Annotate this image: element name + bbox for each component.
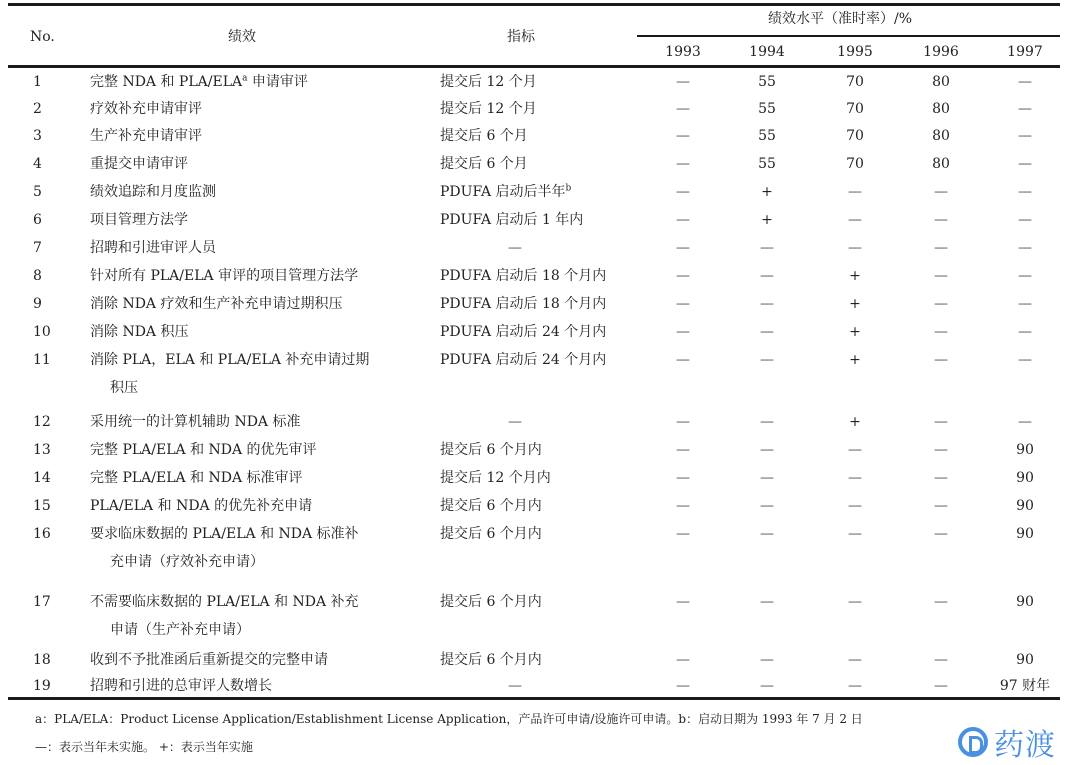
value-1995: + (849, 414, 861, 430)
value-1996: — (934, 352, 948, 368)
value-1996: — (934, 442, 948, 458)
indicator (440, 441, 542, 459)
row-number: 5 (33, 184, 42, 200)
performance-text: 完整 PLA/ELA 和 NDA 的优先审评 (90, 442, 317, 458)
value-1997: — (1018, 156, 1032, 172)
indicator (440, 183, 571, 201)
performance-item (90, 651, 328, 669)
value-1994: — (760, 240, 774, 256)
row-number: 6 (33, 212, 42, 228)
performance-item (90, 100, 202, 118)
value-1996: — (934, 594, 948, 610)
value-1994: — (760, 498, 774, 514)
value-1994: — (760, 324, 774, 340)
value-1994: — (760, 296, 774, 312)
performance-item (90, 323, 189, 341)
performance-item (90, 346, 369, 402)
value-1996: — (934, 678, 948, 694)
value-1996: — (934, 470, 948, 486)
indicator (440, 127, 528, 145)
value-1995: — (848, 212, 862, 228)
row-number: 10 (33, 324, 51, 340)
value-1997: 90 (1016, 470, 1034, 486)
value-1995: — (848, 442, 862, 458)
value-1996: 80 (932, 128, 950, 144)
row-number: 12 (33, 414, 51, 430)
indicator (440, 525, 542, 543)
performance-text-line2: 积压 (110, 380, 138, 396)
yaodu-logo (958, 722, 1076, 762)
indicator-text: PDUFA 启动后 18 个月内 (440, 296, 607, 312)
indicator-text: 提交后 6 个月 (440, 128, 528, 144)
value-1997: — (1018, 414, 1032, 430)
value-1997: 97 财年 (999, 678, 1051, 694)
table-top-rule (8, 3, 1060, 6)
header-no: No. (30, 29, 55, 45)
footnote-a-b: a：PLA/ELA：Product License Application/Establishment License Application，产品许可申请/设施许可申请。b：启动日期为 1993 年 7 月 2 日 (35, 712, 863, 726)
performance-text-line2: 充申请（疗效补充申请） (110, 554, 264, 570)
value-1994: — (760, 526, 774, 542)
value-1995: + (849, 296, 861, 312)
row-number: 7 (33, 240, 42, 256)
row-number: 8 (33, 268, 42, 284)
indicator (440, 323, 606, 341)
performance-text: 不需要临床数据的 PLA/ELA 和 NDA 补充 (90, 594, 359, 610)
footnote-marker: a (242, 73, 248, 84)
indicator-text: 提交后 6 个月内 (440, 526, 542, 542)
value-1995: + (849, 324, 861, 340)
performance-text: 完整 NDA 和 PLA/ELA (90, 74, 243, 90)
indicator-text: 提交后 12 个月 (440, 74, 537, 90)
value-1996: — (934, 652, 948, 668)
value-1995: + (849, 268, 861, 284)
value-1994: 55 (758, 156, 776, 172)
value-1993: — (676, 240, 690, 256)
performance-text: 要求临床数据的 PLA/ELA 和 NDA 标准补 (90, 526, 359, 542)
table-bottom-rule (8, 697, 1060, 700)
indicator-text: 提交后 12 个月 (440, 101, 537, 117)
value-1997: — (1018, 101, 1032, 117)
indicator (508, 677, 522, 695)
performance-item (90, 295, 343, 313)
header-year-1995: 1995 (837, 44, 873, 60)
value-1993: — (676, 212, 690, 228)
value-1994: — (760, 678, 774, 694)
indicator (440, 155, 528, 173)
row-number: 3 (33, 128, 42, 144)
header-indicator: 指标 (507, 29, 535, 45)
performance-item (90, 588, 359, 644)
row-number: 2 (33, 101, 42, 117)
row-number: 19 (33, 678, 51, 694)
value-1995: 70 (846, 128, 864, 144)
value-1994: + (761, 212, 773, 228)
value-1996: — (934, 526, 948, 542)
value-1997: 90 (1016, 594, 1034, 610)
value-1995: — (848, 184, 862, 200)
indicator-text: 提交后 6 个月内 (440, 498, 542, 514)
value-1993: — (676, 470, 690, 486)
value-1996: — (934, 498, 948, 514)
row-number: 13 (33, 442, 51, 458)
value-1993: — (676, 498, 690, 514)
indicator-text: 提交后 6 个月 (440, 156, 528, 172)
performance-text: 消除 NDA 疗效和生产补充申请过期积压 (90, 296, 343, 312)
header-year-1997: 1997 (1007, 44, 1043, 60)
year-group-rule (637, 35, 1060, 37)
header-level-group: 绩效水平（准时率）/% (768, 11, 913, 27)
value-1996: — (934, 268, 948, 284)
indicator-text: 提交后 6 个月内 (440, 652, 542, 668)
performance-text: 重提交申请审评 (90, 156, 188, 172)
performance-text: 消除 PLA，ELA 和 PLA/ELA 补充申请过期 (90, 352, 370, 368)
value-1993: — (676, 184, 690, 200)
row-number: 16 (33, 526, 51, 542)
value-1997: — (1018, 296, 1032, 312)
indicator (440, 211, 583, 229)
value-1995: 70 (846, 156, 864, 172)
indicator-text: 提交后 6 个月内 (440, 442, 542, 458)
row-number: 17 (33, 594, 51, 610)
value-1993: — (676, 352, 690, 368)
value-1993: — (676, 74, 690, 90)
header-performance: 绩效 (228, 29, 256, 45)
performance-text: 针对所有 PLA/ELA 审评的项目管理方法学 (90, 268, 359, 284)
value-1997: — (1018, 268, 1032, 284)
performance-item (90, 183, 216, 201)
performance-text: 采用统一的计算机辅助 NDA 标准 (90, 414, 301, 430)
value-1995: — (848, 652, 862, 668)
performance-item (90, 239, 216, 257)
footnote-marker: b (565, 183, 572, 194)
value-1997: — (1018, 74, 1032, 90)
indicator (440, 295, 606, 313)
value-1994: — (760, 268, 774, 284)
value-1997: — (1018, 352, 1032, 368)
value-1994: — (760, 442, 774, 458)
value-1997: — (1018, 128, 1032, 144)
value-1997: — (1018, 240, 1032, 256)
performance-item (90, 413, 301, 431)
indicator-text: 提交后 6 个月内 (440, 594, 542, 610)
indicator (508, 413, 522, 431)
row-number: 9 (33, 296, 42, 312)
value-1994: 55 (758, 101, 776, 117)
indicator (440, 267, 606, 285)
indicator-text: 提交后 12 个月内 (440, 470, 551, 486)
value-1996: — (934, 324, 948, 340)
performance-text: PLA/ELA 和 NDA 的优先补充申请 (90, 498, 313, 514)
performance-text: 疗效补充申请审评 (90, 101, 202, 117)
performance-item (90, 469, 303, 487)
header-year-1996: 1996 (923, 44, 959, 60)
indicator (440, 351, 606, 369)
value-1993: — (676, 594, 690, 610)
value-1994: — (760, 414, 774, 430)
performance-text: 招聘和引进审评人员 (90, 240, 216, 256)
indicator-text: PDUFA 启动后 18 个月内 (440, 268, 607, 284)
indicator (440, 497, 542, 515)
performance-text: 消除 NDA 积压 (90, 324, 189, 340)
value-1993: — (676, 268, 690, 284)
header-year-1993: 1993 (665, 44, 701, 60)
value-1995: — (848, 526, 862, 542)
value-1996: — (934, 184, 948, 200)
performance-text: 生产补充申请审评 (90, 128, 202, 144)
indicator-text: PDUFA 启动后 24 个月内 (440, 352, 607, 368)
value-1995: 70 (846, 74, 864, 90)
row-number: 18 (33, 652, 51, 668)
value-1994: — (760, 594, 774, 610)
row-number: 11 (33, 352, 51, 368)
value-1996: — (934, 414, 948, 430)
performance-item (90, 155, 188, 173)
performance-item (90, 441, 317, 459)
value-1995: — (848, 594, 862, 610)
indicator (440, 593, 542, 611)
value-1993: — (676, 526, 690, 542)
performance-text-tail: 申请审评 (247, 74, 308, 90)
value-1994: — (760, 652, 774, 668)
footnote-legend: —：表示当年未实施。 +：表示当年实施 (35, 740, 253, 754)
indicator (440, 100, 537, 118)
value-1996: 80 (932, 101, 950, 117)
logo-text: 药渡 (994, 728, 1056, 763)
indicator (440, 651, 542, 669)
indicator (440, 469, 551, 487)
row-number: 15 (33, 498, 51, 514)
value-1997: 90 (1016, 498, 1034, 514)
performance-text-line2: 申请（生产补充申请） (110, 622, 250, 638)
value-1993: — (676, 678, 690, 694)
value-1993: — (676, 296, 690, 312)
value-1995: 70 (846, 101, 864, 117)
indicator-text: PDUFA 启动后 24 个月内 (440, 324, 607, 340)
performance-item (90, 267, 358, 285)
header-year-1994: 1994 (749, 44, 785, 60)
value-1995: — (848, 470, 862, 486)
value-1994: 55 (758, 74, 776, 90)
performance-text: 项目管理方法学 (90, 212, 188, 228)
value-1993: — (676, 101, 690, 117)
row-number: 14 (33, 470, 51, 486)
value-1993: — (676, 442, 690, 458)
value-1997: 90 (1016, 442, 1034, 458)
performance-item (90, 677, 272, 695)
performance-text: 招聘和引进的总审评人数增长 (90, 678, 272, 694)
value-1997: 90 (1016, 526, 1034, 542)
value-1997: — (1018, 184, 1032, 200)
indicator-text: — (508, 678, 522, 694)
indicator-text: PDUFA 启动后 1 年内 (440, 212, 584, 228)
row-number: 1 (33, 74, 42, 90)
value-1993: — (676, 156, 690, 172)
performance-text: 绩效追踪和月度监测 (90, 184, 216, 200)
value-1996: — (934, 296, 948, 312)
header-bottom-rule (8, 65, 1060, 68)
performance-text: 收到不予批准函后重新提交的完整申请 (90, 652, 328, 668)
indicator (440, 73, 537, 91)
value-1994: 55 (758, 128, 776, 144)
value-1993: — (676, 128, 690, 144)
indicator (508, 239, 522, 257)
value-1996: — (934, 240, 948, 256)
performance-item (90, 497, 312, 515)
value-1993: — (676, 414, 690, 430)
value-1995: — (848, 240, 862, 256)
performance-item (90, 520, 359, 576)
value-1996: 80 (932, 74, 950, 90)
value-1994: — (760, 352, 774, 368)
performance-item (90, 73, 308, 91)
value-1994: — (760, 470, 774, 486)
value-1995: — (848, 498, 862, 514)
value-1993: — (676, 324, 690, 340)
value-1995: — (848, 678, 862, 694)
value-1995: + (849, 352, 861, 368)
indicator-text: — (508, 240, 522, 256)
value-1997: — (1018, 212, 1032, 228)
value-1993: — (676, 652, 690, 668)
indicator-text: PDUFA 启动后半年 (440, 184, 566, 200)
value-1996: 80 (932, 156, 950, 172)
value-1994: + (761, 184, 773, 200)
performance-item (90, 211, 188, 229)
value-1996: — (934, 212, 948, 228)
indicator-text: — (508, 414, 522, 430)
performance-item (90, 127, 202, 145)
value-1997: 90 (1016, 652, 1034, 668)
value-1997: — (1018, 324, 1032, 340)
logo-mark-icon (958, 727, 988, 757)
performance-text: 完整 PLA/ELA 和 NDA 标准审评 (90, 470, 303, 486)
row-number: 4 (33, 156, 42, 172)
